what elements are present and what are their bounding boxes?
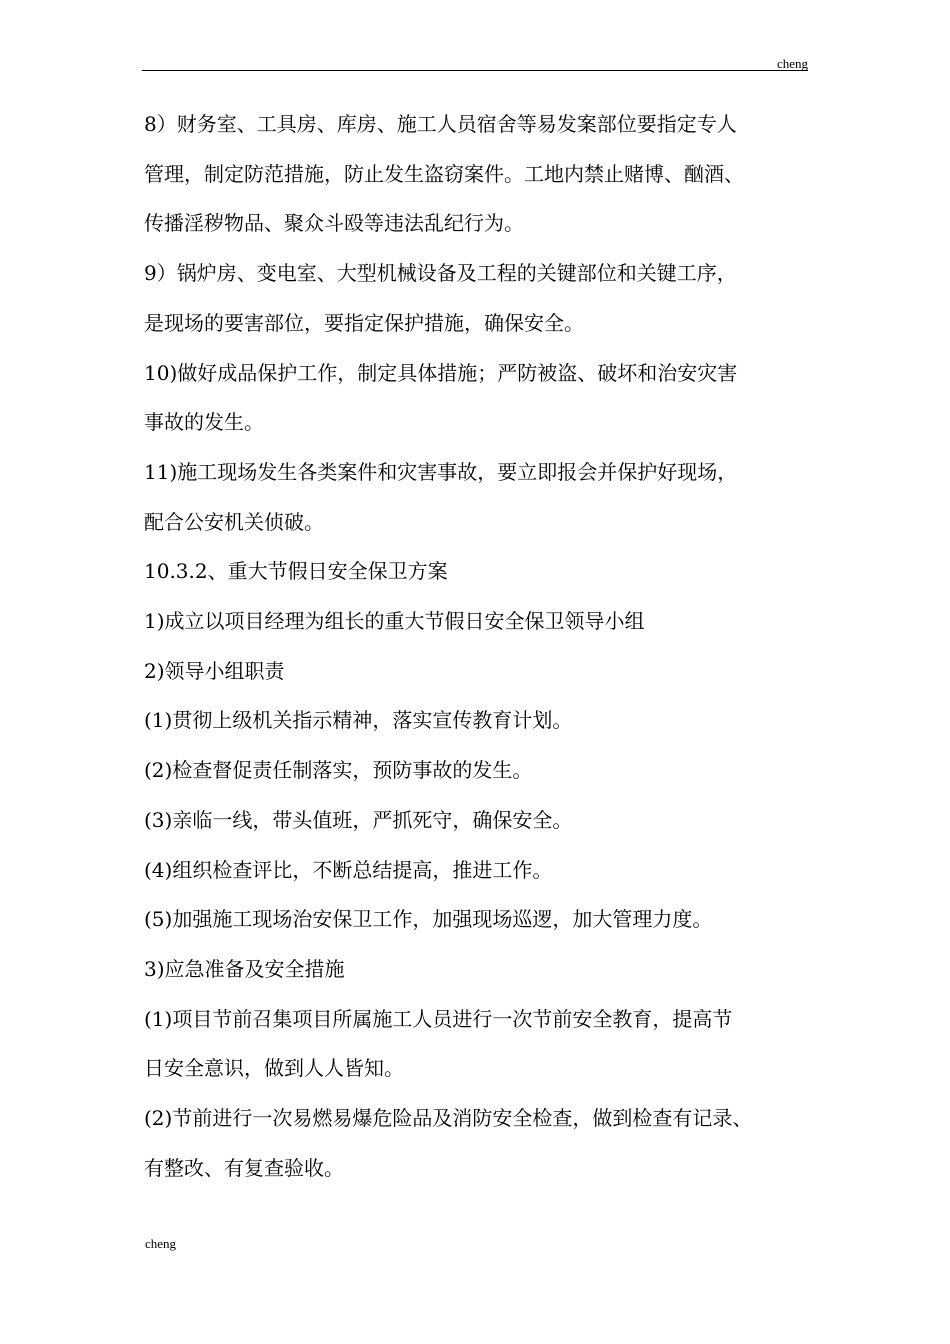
paragraph-line: 传播淫秽物品、聚众斗殴等违法乱纪行为。 (144, 211, 524, 236)
page-header-text: cheng (776, 56, 808, 71)
paragraph-line: 有整改、有复查验收。 (144, 1155, 344, 1180)
paragraph-line: 事故的发生。 (144, 410, 264, 435)
paragraph-line: (5)加强施工现场治安保卫工作，加强现场巡逻，加大管理力度。 (144, 907, 713, 932)
paragraph-line: (3)亲临一线，带头值班，严抓死守，确保安全。 (144, 807, 573, 832)
page-footer-text: cheng (145, 1236, 177, 1251)
header-divider (142, 70, 808, 71)
paragraph-line: 11)施工现场发生各类案件和灾害事故，要立即报会并保护好现场， (144, 459, 738, 484)
section-heading: 10.3.2、重大节假日安全保卫方案 (144, 559, 448, 584)
paragraph-line: 是现场的要害部位，要指定保护措施，确保安全。 (144, 310, 584, 335)
paragraph-line: 8）财务室、工具房、库房、施工人员宿舍等易发案部位要指定专人 (144, 112, 737, 136)
paragraph-line: 管理，制定防范措施，防止发生盗窃案件。工地内禁止赌博、酗酒、 (144, 161, 744, 186)
paragraph-line: (1)贯彻上级机关指示精神，落实宣传教育计划。 (144, 708, 573, 733)
paragraph-line: 日安全意识，做到人人皆知。 (144, 1056, 404, 1081)
paragraph-line: 2)领导小组职责 (144, 658, 285, 683)
document-body (144, 100, 808, 1193)
paragraph-line: 9）锅炉房、变电室、大型机械设备及工程的关键部位和关键工序， (144, 261, 737, 286)
paragraph-line: 3)应急准备及安全措施 (144, 956, 345, 981)
paragraph-line: (2)检查督促责任制落实，预防事故的发生。 (144, 758, 533, 783)
paragraph-line: 10)做好成品保护工作，制定具体措施；严防被盗、破坏和治安灾害 (144, 360, 738, 385)
paragraph-line: 1)成立以项目经理为组长的重大节假日安全保卫领导小组 (144, 609, 645, 634)
paragraph-line: (4)组织检查评比，不断总结提高，推进工作。 (144, 857, 553, 882)
paragraph-line: 配合公安机关侦破。 (144, 509, 324, 534)
paragraph-line: (2)节前进行一次易燃易爆危险品及消防安全检查，做到检查有记录、 (144, 1106, 753, 1131)
paragraph-line: (1)项目节前召集项目所属施工人员进行一次节前安全教育，提高节 (144, 1006, 733, 1031)
